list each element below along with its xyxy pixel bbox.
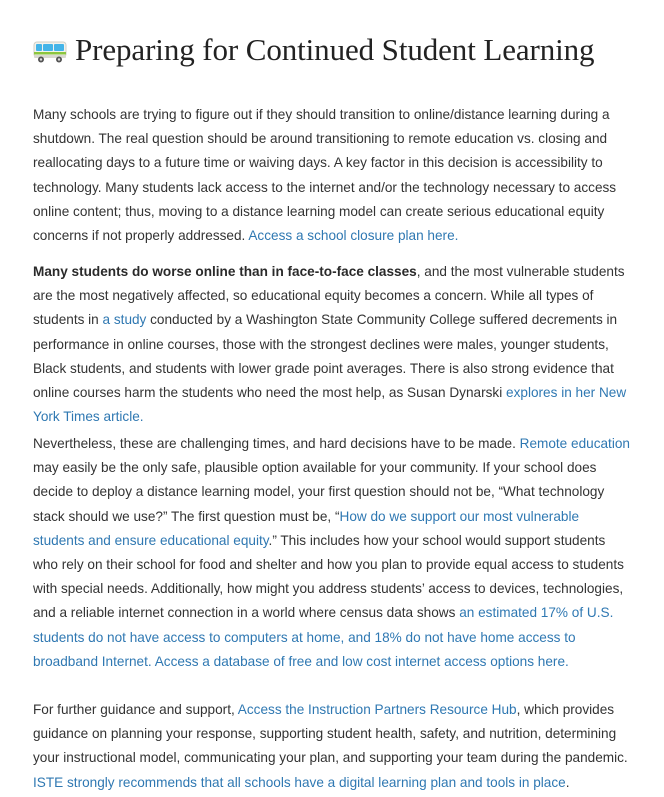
iste-recommendation-link[interactable]: ISTE strongly recommends that all schools have a digital learning plan and tools in place	[33, 774, 566, 790]
paragraph-online-outcomes	[33, 260, 633, 429]
paragraph-text: Many schools are trying to figure out if they should transition to online/distance learning during a shutdown. The real question should be around transitioning to remote education vs. closing and reallocating days to a future time or waiving days. A key factor in this decision is accessibility to technology. Many students lack access to the internet and/or the technology necessary to access online content; thus, moving to a distance learning model can create serious educational equity concerns if not properly addressed.	[33, 107, 617, 244]
resource-hub-link[interactable]: Access the Instruction Partners Resource Hub	[237, 702, 517, 717]
paragraph-text: , which provides guidance on planning your response, supporting student health, safety, and nutrition, determining your instructional model, communicating your plan, and supporting your team during the pandemic.	[33, 702, 628, 766]
paragraph-text: Nevertheless, these are challenging times, and hard decisions have to be made.	[33, 436, 520, 451]
school-closure-plan-link[interactable]: Access a school closure plan here.	[248, 228, 459, 244]
paragraph-further-guidance	[33, 698, 633, 795]
nyt-article-link[interactable]: explores in her New York Times article.	[33, 385, 627, 425]
paragraph-text: .	[565, 774, 570, 790]
page-title: Preparing for Continued Student Learning	[75, 32, 595, 67]
internet-access-database-link[interactable]: Access a database of free and low cost internet access options here.	[154, 653, 569, 669]
census-data-link[interactable]: an estimated 17% of U.S. students do not have access to computers at home, and 18% do not have home access to broadband Internet.	[33, 605, 614, 669]
bus-icon	[33, 40, 67, 64]
paragraph-hard-decisions	[33, 432, 633, 674]
paragraph-text: , and the most vulnerable students are the most negatively affected, so educational equity becomes a concern. While all types of students in	[33, 264, 625, 328]
paragraph-text: may easily be the only safe, plausible option available for your community. If your school does decide to deploy a distance learning model, your first question should not be, “What technology stack should we use?” The first question must be, “	[33, 460, 605, 524]
study-link[interactable]: a study	[102, 312, 147, 328]
remote-education-link[interactable]: Remote education	[519, 436, 630, 451]
paragraph-accessibility	[33, 103, 633, 248]
bold-lead-text: Many students do worse online than in face-to-face classes	[33, 264, 417, 279]
title-row	[33, 28, 594, 72]
paragraph-text: .” This includes how your school would support students who rely on their school for food and shelter and how you plan to provide equal access to students with special needs. Additionally, how might you address students’ access to devices, technologies, and a reliable internet connection in a world where census data shows	[33, 532, 624, 621]
vulnerable-students-link[interactable]: How do we support our most vulnerable students and ensure educational equity	[33, 508, 580, 548]
paragraph-text: For further guidance and support,	[33, 702, 238, 717]
paragraph-text: conducted by a Washington State Community College suffered decrements in performance in online courses, those with the strongest declines were males, younger students, Black students, and students with lower grade point averages. There is also strong evidence that online courses harm the students who need the most help, as Susan Dynarski	[33, 312, 618, 401]
